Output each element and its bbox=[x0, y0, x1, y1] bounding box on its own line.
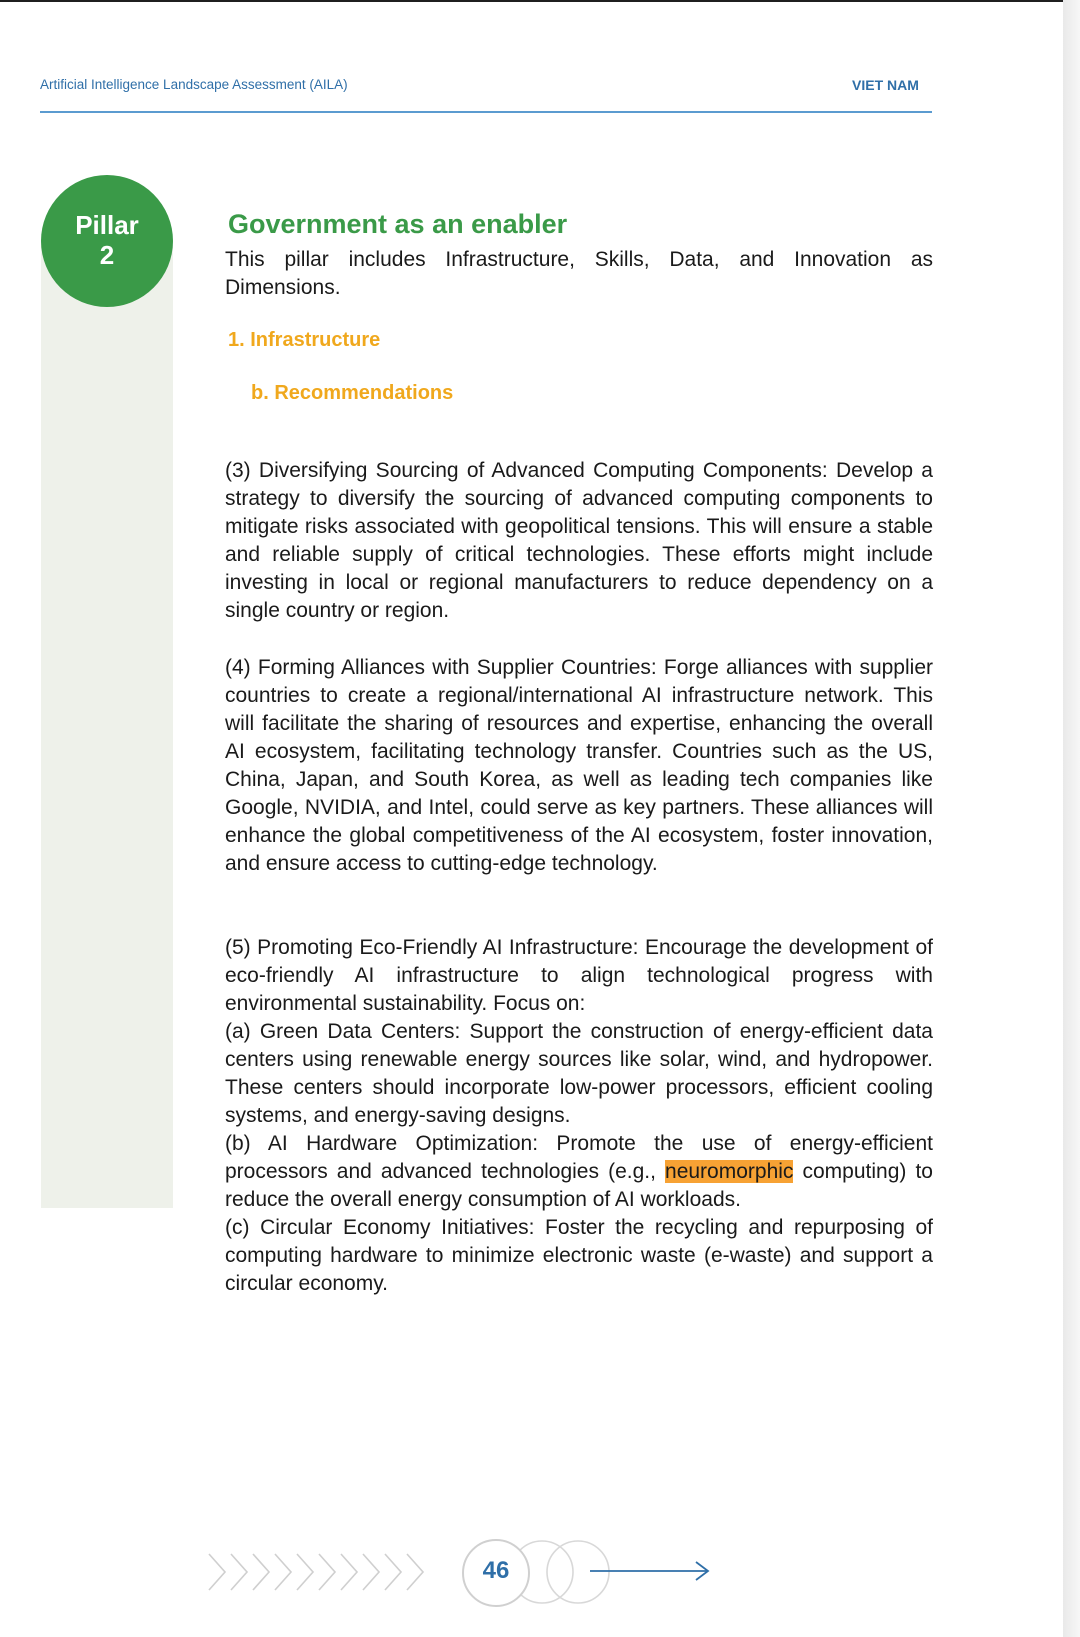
recommendation-4-text: (4) Forming Alliances with Supplier Countries: Forge alliances with supplier countries to create a regional/international AI infrastructure network. This will facilitate the sharing of resources and expertise, enhancing the overall AI ecosystem, facilitating technology transfer. Countries such as the US, China, Japan, and South Korea, as well as leading tech companies like Google, NVIDIA, and Intel, could serve as key partners. These alliances will enhance the global competitiveness of the AI ecosystem, foster innovation, and ensure access to cutting-edge technology. bbox=[225, 656, 933, 875]
recommendation-5 bbox=[225, 934, 933, 1298]
section-heading: 1. Infrastructure bbox=[228, 329, 381, 351]
recommendation-4 bbox=[225, 654, 933, 878]
document-page bbox=[0, 2, 1063, 1637]
next-arrow-icon bbox=[588, 1559, 713, 1583]
recommendation-5b-after: computing) to reduce the overall energy consumption of AI workloads. bbox=[225, 1160, 933, 1211]
recommendation-5b-before: (b) AI Hardware Optimization: Promote the use of energy-efficient processors and advanced technologies (e.g., bbox=[225, 1132, 933, 1183]
recommendation-5c: (c) Circular Economy Initiatives: Foster the recycling and repurposing of computing hardware to minimize electronic waste (e-waste) and support a circular economy. bbox=[225, 1216, 933, 1295]
pillar-intro-text: This pillar includes Infrastructure, Skills, Data, and Innovation as Dimensions. bbox=[225, 248, 933, 299]
recommendation-5b bbox=[225, 1130, 933, 1214]
pillar-intro bbox=[225, 246, 933, 302]
header-divider bbox=[40, 111, 932, 113]
recommendation-5-intro: (5) Promoting Eco-Friendly AI Infrastructure: Encourage the development of eco-friendly AI infrastructure to align technological progress with environmental sustainability. Focus on: bbox=[225, 936, 933, 1015]
page-edge-shadow bbox=[1063, 0, 1080, 1637]
footer-chevrons-decoration bbox=[207, 1550, 437, 1594]
pillar-number: 2 bbox=[99, 240, 115, 270]
recommendation-5a: (a) Green Data Centers: Support the construction of energy-efficient data centers using renewable energy sources like solar, wind, and hydropower. These centers should incorporate low-power processors, efficient cooling systems, and energy-saving designs. bbox=[225, 1020, 933, 1127]
pillar-badge bbox=[41, 175, 173, 307]
header-country: VIET NAM bbox=[852, 77, 919, 93]
pillar-label: Pillar bbox=[75, 210, 139, 240]
recommendation-3 bbox=[225, 457, 933, 625]
header-document-title: Artificial Intelligence Landscape Assessment (AILA) bbox=[40, 77, 348, 92]
highlighted-term: neuromorphic bbox=[665, 1160, 794, 1183]
recommendation-3-text: (3) Diversifying Sourcing of Advanced Computing Components: Develop a strategy to diversify the sourcing of advanced computing components to mitigate risks associated with geopolitical tensions. This will ensure a stable and reliable supply of critical technologies. These efforts might include investing in local or regional manufacturers to reduce dependency on a single country or region. bbox=[225, 459, 933, 622]
section-subheading: b. Recommendations bbox=[251, 382, 454, 404]
pillar-title: Government as an enabler bbox=[228, 209, 568, 239]
page-number: 46 bbox=[482, 1557, 510, 1584]
pillar-side-band bbox=[41, 242, 173, 1208]
